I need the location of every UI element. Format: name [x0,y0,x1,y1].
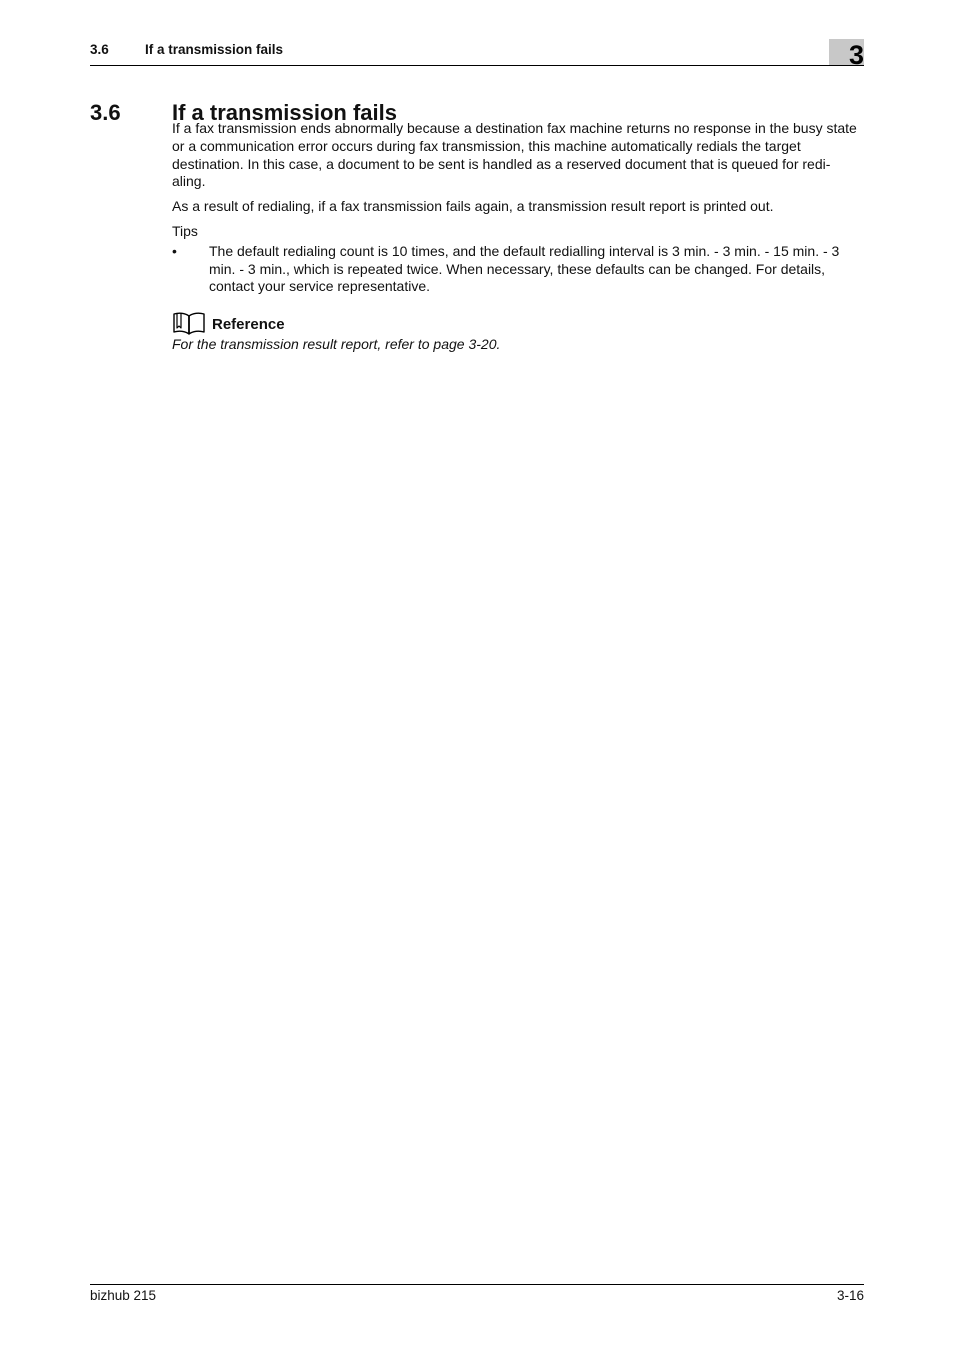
chapter-number: 3 [848,40,864,70]
heading-number: 3.6 [90,99,121,125]
footer-product: bizhub 215 [90,1288,157,1303]
reference-label: Reference [212,316,285,334]
body-paragraph: If a fax transmission ends abnormally because a destination fax machine returns no response in the busy state or a communication error occurs during fax transmission, this machine automatically redials the target destination. In this case, a document to be sent is handled as a reserved document that is queued for redi-aling. [172,120,857,190]
reference-text: For the transmission result report, refer to page 3-20. [172,336,501,353]
tips-list-item [172,243,862,296]
footer-rule [90,1284,864,1285]
reference-header [172,310,862,336]
chapter-tab [829,39,864,70]
tips-label: Tips [172,222,198,239]
bullet-marker: • [172,242,177,259]
header-section-title: If a transmission fails [145,42,284,57]
body-paragraph: As a result of redialing, if a fax transmission fails again, a transmission result report is printed out. [172,198,774,215]
header-rule [90,65,864,66]
tip-text: The default redialing count is 10 times, and the default redialling interval is 3 min. - 3 min. - 15 min. - 3 min. - 3 min., which is repeated twice. When necessary, these defaults can be changed. For details, contact your service representative. [209,242,840,295]
section-body [172,120,862,361]
page-footer [90,1284,864,1314]
heading-title: If a transmission fails [172,99,397,125]
running-header [90,40,864,70]
footer-page-number: 3-16 [836,1288,864,1303]
book-icon [172,311,206,335]
header-section-number: 3.6 [90,42,109,57]
